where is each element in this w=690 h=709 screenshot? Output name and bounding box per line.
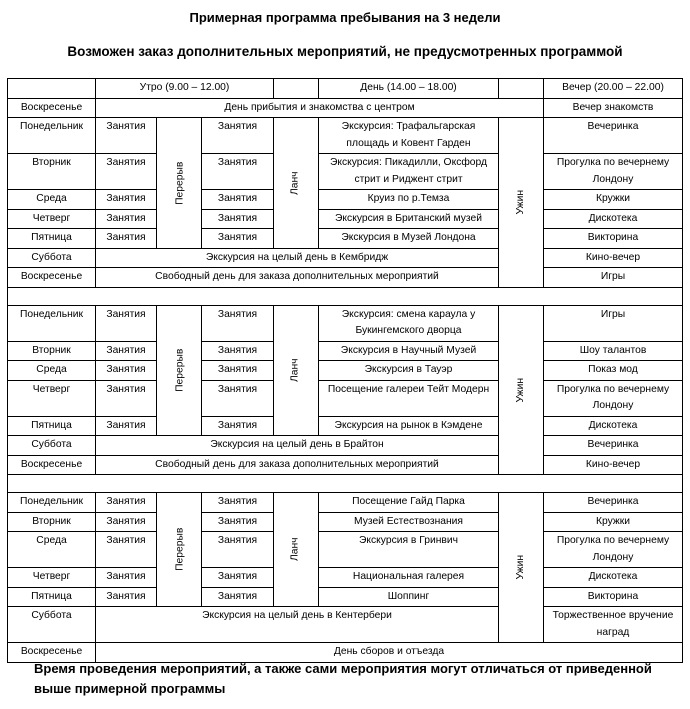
dinner-cell xyxy=(499,118,544,288)
day-cell: Вторник xyxy=(8,512,96,532)
evening-cell: Торжественное вручение наград xyxy=(544,607,683,643)
class-cell: Занятия xyxy=(202,416,274,436)
activity-cell: Экскурсия: смена караула у Букингемского дворца xyxy=(319,305,499,341)
day-cell: Среда xyxy=(8,361,96,381)
class-cell: Занятия xyxy=(202,361,274,381)
full-day-activity: Экскурсия на целый день в Кембридж xyxy=(96,248,499,268)
table-row xyxy=(8,607,683,643)
week-separator xyxy=(8,287,683,305)
table-row xyxy=(8,436,683,456)
evening-cell: Кружки xyxy=(544,512,683,532)
class-cell: Занятия xyxy=(96,305,157,341)
day-cell: Среда xyxy=(8,190,96,210)
class-cell: Занятия xyxy=(96,190,157,210)
table-row xyxy=(8,154,683,190)
day-cell: Суббота xyxy=(8,248,96,268)
lunch-cell xyxy=(274,493,319,607)
lunch-label: Ланч xyxy=(289,358,301,383)
table-row xyxy=(8,568,683,588)
evening-cell: Вечеринка xyxy=(544,436,683,456)
footer-note: Время проведения мероприятий, а также сами мероприятия могут отличаться от приведенной выше примерной программы xyxy=(34,661,652,696)
dinner-cell xyxy=(499,305,544,475)
table-row xyxy=(8,248,683,268)
activity-cell: Экскурсия в Гринвич xyxy=(319,532,499,568)
class-cell: Занятия xyxy=(202,118,274,154)
class-cell: Занятия xyxy=(96,493,157,513)
table-row xyxy=(8,512,683,532)
class-cell: Занятия xyxy=(202,532,274,568)
lunch-label: Ланч xyxy=(289,537,301,562)
table-row xyxy=(8,98,683,118)
break-label: Перерыв xyxy=(174,348,186,392)
activity-cell: Круиз по р.Темза xyxy=(319,190,499,210)
day-cell: Понедельник xyxy=(8,305,96,341)
day-cell: Пятница xyxy=(8,587,96,607)
evening-cell: Прогулка по вечернему Лондону xyxy=(544,154,683,190)
class-cell: Занятия xyxy=(202,380,274,416)
break-cell xyxy=(157,493,202,607)
day-cell: Воскресенье xyxy=(8,643,96,663)
class-cell: Занятия xyxy=(96,361,157,381)
day-cell: Четверг xyxy=(8,209,96,229)
table-row xyxy=(8,587,683,607)
day-cell: Пятница xyxy=(8,229,96,249)
activity-cell: Шоппинг xyxy=(319,587,499,607)
activity-cell: Экскурсия в Тауэр xyxy=(319,361,499,381)
day-cell: Вторник xyxy=(8,341,96,361)
break-cell xyxy=(157,118,202,249)
activity-cell: Национальная галерея xyxy=(319,568,499,588)
table-row xyxy=(8,455,683,475)
activity-cell: Музей Естествознания xyxy=(319,512,499,532)
table-row xyxy=(8,493,683,513)
class-cell: Занятия xyxy=(202,154,274,190)
class-cell: Занятия xyxy=(202,305,274,341)
day-cell: Воскресенье xyxy=(8,455,96,475)
break-label: Перерыв xyxy=(174,161,186,205)
day-cell: Четверг xyxy=(8,568,96,588)
evening-cell: Кино-вечер xyxy=(544,248,683,268)
day-cell: Понедельник xyxy=(8,493,96,513)
evening-cell: Вечер знакомств xyxy=(544,98,683,118)
class-cell: Занятия xyxy=(96,341,157,361)
header-evening: Вечер (20.00 – 22.00) xyxy=(544,79,683,99)
day-cell: Понедельник xyxy=(8,118,96,154)
table-row xyxy=(8,532,683,568)
evening-cell: Дискотека xyxy=(544,209,683,229)
day-cell: Воскресенье xyxy=(8,268,96,288)
schedule-table xyxy=(7,78,683,663)
activity-cell: Посещение Гайд Парка xyxy=(319,493,499,513)
full-day-activity: Свободный день для заказа дополнительных мероприятий xyxy=(96,455,499,475)
dinner-label: Ужин xyxy=(514,555,526,580)
dinner-label: Ужин xyxy=(514,189,526,215)
page-subtitle: Возможен заказ дополнительных мероприятий, не предусмотренных программой xyxy=(67,44,623,59)
class-cell: Занятия xyxy=(202,341,274,361)
day-cell: Пятница xyxy=(8,416,96,436)
evening-cell: Кино-вечер xyxy=(544,455,683,475)
table-row xyxy=(8,305,683,341)
lunch-cell xyxy=(274,305,319,436)
evening-cell: Викторина xyxy=(544,229,683,249)
table-row xyxy=(8,268,683,288)
activity-cell: Экскурсия в Британский музей xyxy=(319,209,499,229)
class-cell: Занятия xyxy=(96,587,157,607)
table-row xyxy=(8,416,683,436)
activity-cell: Экскурсия в Научный Музей xyxy=(319,341,499,361)
full-day-activity: День сборов и отъезда xyxy=(96,643,683,663)
full-day-activity: Свободный день для заказа дополнительных мероприятий xyxy=(96,268,499,288)
class-cell: Занятия xyxy=(202,587,274,607)
full-day-activity: Экскурсия на целый день в Брайтон xyxy=(96,436,499,456)
evening-cell: Прогулка по вечернему Лондону xyxy=(544,532,683,568)
evening-cell: Викторина xyxy=(544,587,683,607)
class-cell: Занятия xyxy=(96,229,157,249)
class-cell: Занятия xyxy=(96,532,157,568)
evening-cell: Игры xyxy=(544,305,683,341)
table-row xyxy=(8,209,683,229)
lunch-cell xyxy=(274,118,319,249)
class-cell: Занятия xyxy=(202,190,274,210)
day-cell: Суббота xyxy=(8,607,96,643)
class-cell: Занятия xyxy=(96,209,157,229)
evening-cell: Прогулка по вечернему Лондону xyxy=(544,380,683,416)
evening-cell: Кружки xyxy=(544,190,683,210)
table-row xyxy=(8,229,683,249)
header-morning: Утро (9.00 – 12.00) xyxy=(96,79,274,99)
class-cell: Занятия xyxy=(96,416,157,436)
activity-cell: Экскурсия в Музей Лондона xyxy=(319,229,499,249)
class-cell: Занятия xyxy=(96,380,157,416)
class-cell: Занятия xyxy=(96,154,157,190)
evening-cell: Вечеринка xyxy=(544,493,683,513)
lunch-label: Ланч xyxy=(289,170,301,195)
evening-cell: Игры xyxy=(544,268,683,288)
break-cell xyxy=(157,305,202,436)
dinner-cell xyxy=(499,493,544,643)
activity-cell: Экскурсия на рынок в Кэмдене xyxy=(319,416,499,436)
evening-cell: Показ мод xyxy=(544,361,683,381)
evening-cell: Дискотека xyxy=(544,568,683,588)
class-cell: Занятия xyxy=(202,493,274,513)
class-cell: Занятия xyxy=(96,568,157,588)
table-row xyxy=(8,118,683,154)
table-row xyxy=(8,361,683,381)
dinner-label: Ужин xyxy=(514,377,526,403)
class-cell: Занятия xyxy=(96,118,157,154)
activity-cell: Экскурсия: Пикадилли, Оксфорд стрит и Риджент стрит xyxy=(319,154,499,190)
activity-cell: Посещение галереи Тейт Модерн xyxy=(319,380,499,416)
evening-cell: Вечеринка xyxy=(544,118,683,154)
day-cell: Четверг xyxy=(8,380,96,416)
activity-cell: Экскурсия: Трафальгарская площадь и Ковент Гарден xyxy=(319,118,499,154)
class-cell: Занятия xyxy=(96,512,157,532)
class-cell: Занятия xyxy=(202,229,274,249)
day-cell: Вторник xyxy=(8,154,96,190)
day-cell: Воскресенье xyxy=(8,98,96,118)
break-label: Перерыв xyxy=(174,527,186,572)
full-day-activity: Экскурсия на целый день в Кентербери xyxy=(96,607,499,643)
table-row xyxy=(8,380,683,416)
header-day: День (14.00 – 18.00) xyxy=(319,79,499,99)
class-cell: Занятия xyxy=(202,568,274,588)
class-cell: Занятия xyxy=(202,512,274,532)
day-cell: Суббота xyxy=(8,436,96,456)
table-row xyxy=(8,190,683,210)
header-row xyxy=(8,79,683,99)
week-separator xyxy=(8,475,683,493)
table-row xyxy=(8,341,683,361)
evening-cell: Шоу талантов xyxy=(544,341,683,361)
evening-cell: Дискотека xyxy=(544,416,683,436)
full-day-activity: День прибытия и знакомства с центром xyxy=(96,98,544,118)
page-title: Примерная программа пребывания на 3 недели xyxy=(189,10,501,25)
class-cell: Занятия xyxy=(202,209,274,229)
day-cell: Среда xyxy=(8,532,96,568)
